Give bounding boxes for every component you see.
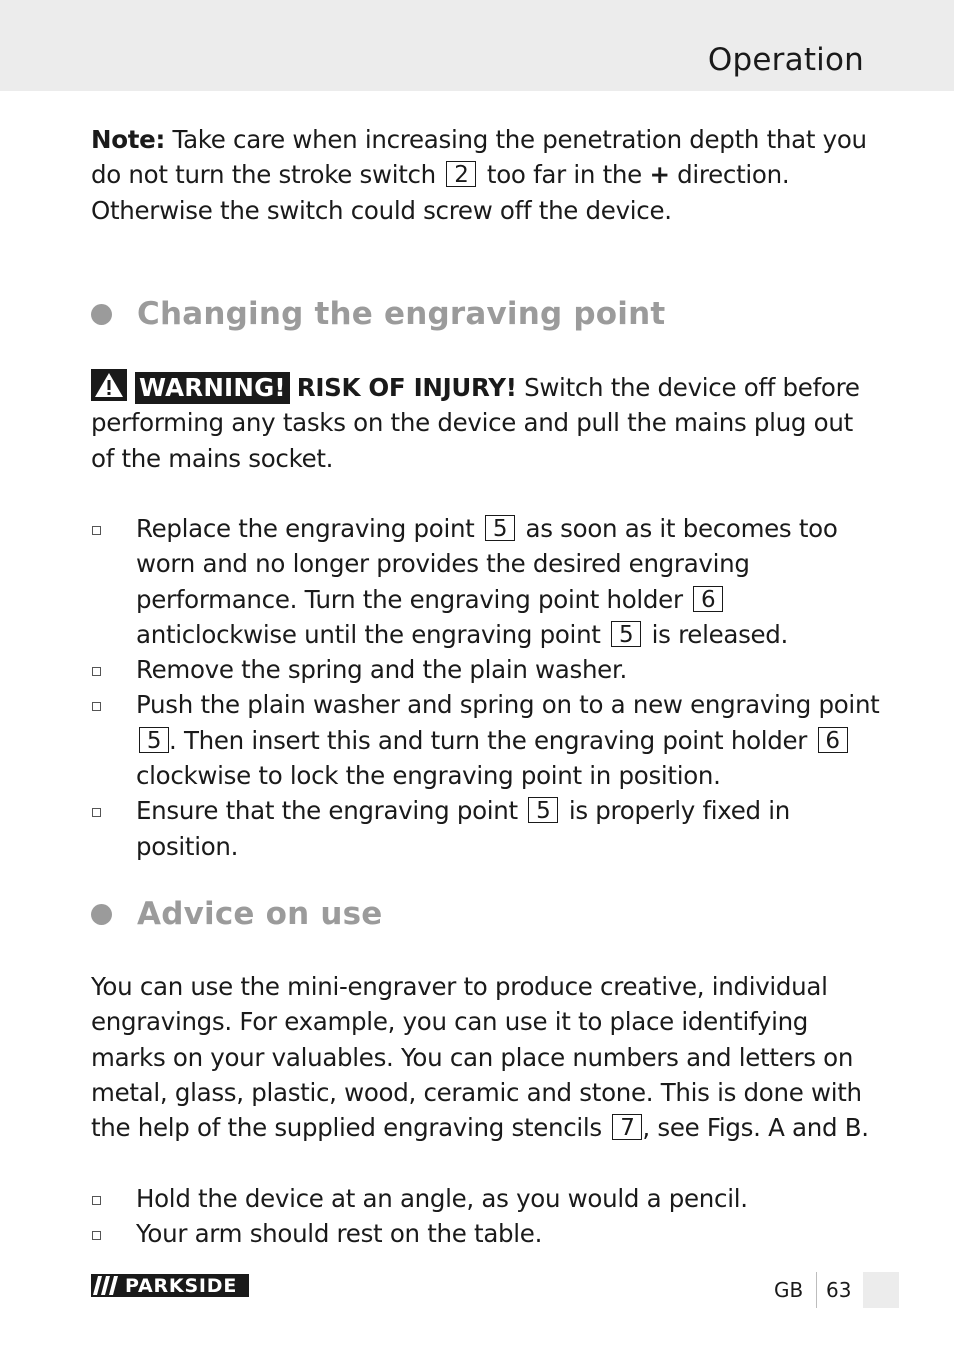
changing-steps-list bbox=[91, 511, 881, 864]
section-heading-changing bbox=[91, 294, 665, 334]
list-item bbox=[91, 1216, 881, 1251]
ref-engraving-point: 5 bbox=[485, 515, 515, 541]
checkbox-bullet-icon bbox=[92, 1196, 101, 1205]
ref-stroke-switch: 2 bbox=[446, 161, 476, 187]
warning-badge: WARNING! bbox=[135, 372, 290, 404]
step-text: as soon as it becomes too worn and no longer provides the desired engraving performance. Turn the engraving point holder bbox=[136, 514, 838, 614]
step-text: Ensure that the engraving point bbox=[136, 796, 518, 826]
warning-paragraph bbox=[91, 369, 871, 476]
ref-engraving-point: 5 bbox=[139, 727, 169, 753]
ref-engraving-point-holder: 6 bbox=[693, 586, 723, 612]
step-text: Remove the spring and the plain washer. bbox=[136, 655, 627, 685]
step-text: is released. bbox=[651, 619, 789, 649]
warning-triangle-icon bbox=[91, 369, 127, 401]
list-item bbox=[91, 652, 881, 687]
advice-text-1: You can use the mini-engraver to produce creative, individual engravings. For example, you can use it to place identifying marks on your valuables. You can place numbers and letters on metal, glass, plastic, wood, ceramic and stone. This is done with the help of the supplied engraving stencils bbox=[91, 972, 862, 1143]
step-text: clockwise to lock the engraving point in position. bbox=[136, 761, 721, 791]
page-number: 63 bbox=[826, 1278, 852, 1302]
note-text-2: too far in the bbox=[486, 160, 642, 190]
language-code: GB bbox=[774, 1278, 804, 1302]
section-heading-advice bbox=[91, 894, 383, 934]
advice-step-text: Your arm should rest on the table. bbox=[136, 1219, 543, 1249]
advice-text-2: , see Figs. A and B. bbox=[642, 1113, 869, 1143]
ref-engraving-point: 5 bbox=[611, 621, 641, 647]
list-item bbox=[91, 793, 881, 864]
checkbox-bullet-icon bbox=[92, 702, 101, 711]
list-item bbox=[91, 687, 881, 793]
checkbox-bullet-icon bbox=[92, 667, 101, 676]
note-text-3: direction. Otherwise the switch could screw off the device. bbox=[91, 160, 790, 225]
step-text: anticlockwise until the engraving point bbox=[136, 619, 601, 649]
advice-step-text: Hold the device at an angle, as you would a pencil. bbox=[136, 1184, 748, 1213]
list-item bbox=[91, 511, 881, 652]
heading-advice-text: Advice on use bbox=[137, 896, 383, 932]
advice-paragraph bbox=[91, 969, 881, 1145]
checkbox-bullet-icon bbox=[92, 526, 101, 535]
step-text: Replace the engraving point bbox=[136, 514, 475, 543]
list-item bbox=[91, 1181, 881, 1216]
note-paragraph bbox=[91, 122, 871, 228]
note-text-1: Take care when increasing the penetration depth that you do not turn the stroke switch bbox=[91, 125, 867, 190]
step-text: Push the plain washer and spring on to a new engraving point bbox=[136, 690, 880, 720]
section-bullet-icon bbox=[91, 304, 112, 325]
advice-list bbox=[91, 1181, 881, 1252]
logo-stripes-icon bbox=[93, 1276, 121, 1295]
warning-text: Switch the device off before performing any tasks on the device and pull the mains plug out of the mains socket. bbox=[91, 373, 860, 473]
step-text: . Then insert this and turn the engraving point holder bbox=[169, 725, 808, 755]
step-text: is properly fixed in position. bbox=[136, 796, 790, 861]
ref-engraving-stencils: 7 bbox=[612, 1114, 642, 1140]
checkbox-bullet-icon bbox=[92, 1231, 101, 1240]
ref-engraving-point-holder: 6 bbox=[818, 727, 848, 753]
footer-tab-marker bbox=[863, 1272, 899, 1308]
logo-text: PARKSIDE bbox=[125, 1274, 238, 1297]
warning-title: RISK OF INJURY! bbox=[296, 373, 517, 402]
plus-symbol: + bbox=[649, 160, 670, 190]
ref-engraving-point: 5 bbox=[528, 797, 558, 823]
page-title: Operation bbox=[707, 42, 864, 78]
section-bullet-icon bbox=[91, 904, 112, 925]
heading-changing-text: Changing the engraving point bbox=[137, 296, 666, 332]
page-header bbox=[0, 0, 954, 91]
footer-divider bbox=[816, 1272, 817, 1308]
checkbox-bullet-icon bbox=[92, 808, 101, 817]
parkside-logo bbox=[91, 1274, 249, 1297]
note-label: Note: bbox=[91, 125, 165, 154]
